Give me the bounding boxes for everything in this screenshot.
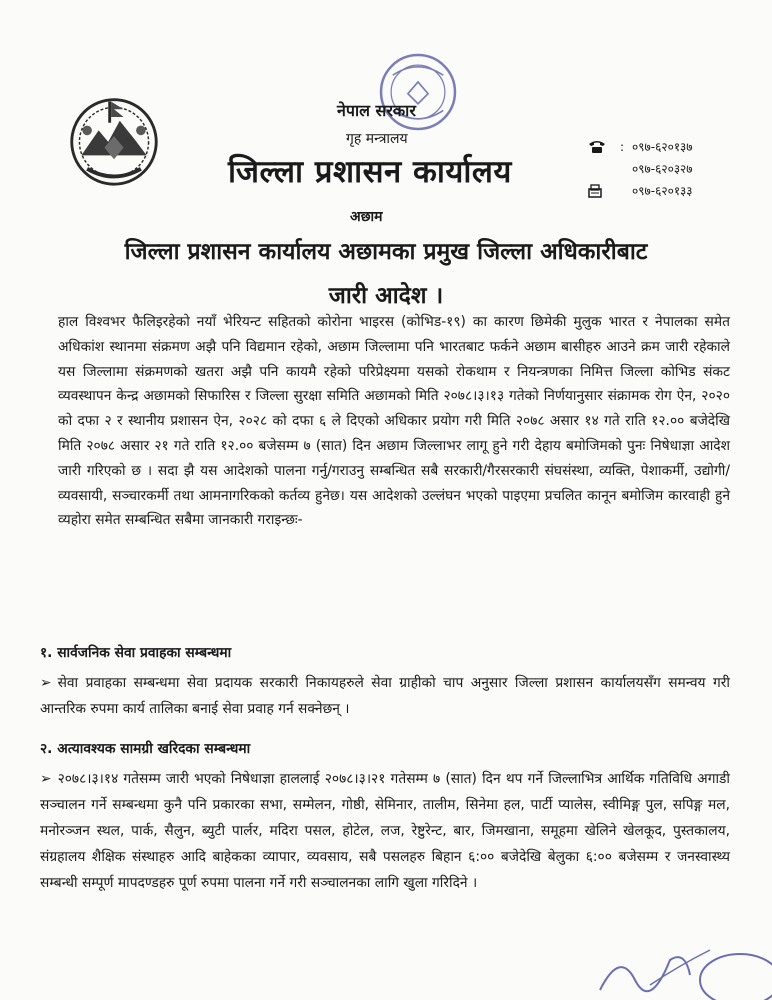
section-1-paragraph: [40, 670, 730, 722]
phone-row-2: [588, 158, 758, 180]
intro-paragraph: हाल विश्वभर फैलिइरहेको नयाँ भेरियन्ट सहितको कोरोना भाइरस (कोभिड-१९) का कारण छिमेकी मुलुक भारत र नेपालका समेत अधिकांश स्थानमा संक्रमण अझै पनि विद्यमान रहेको, अछाम जिल्लामा पनि भारतबाट फर्कने अछाम बासीहरु आउने क्रम जारी रहेकाले यस जिल्लामा संक्रमणको खतरा अझै पनि कायमै रहेको परिप्रेक्ष्यमा यसको रोकथाम र नियन्त्रणका निमित्त जिल्ला कोभिड संकट व्यवस्थापन केन्द्र अछामको सिफारिस र जिल्ला सुरक्षा समिति अछामको मिति २०७८।३।१३ गतेको निर्णयानुसार संक्रामक रोग ऐन, २०२० को दफा २ र स्थानीय प्रशासन ऐन, २०२८ को दफा ६ ले दिएको अधिकार प्रयोग गरी मिति २०७८ असार १४ गते राति १२.०० बजेदेखि मिति २०७८ असार २१ गते राति १२.०० बजेसम्म ७ (सात) दिन अछाम जिल्लाभर लागू हुने गरी देहाय बमोजिमको पुनः निषेधाज्ञा आदेश जारी गरिएको छ । सदा झै यस आदेशको पालना गर्नु/गराउनु सम्बन्धित सबै सरकारी/गैरसरकारी संघसंस्था, व्यक्ति, पेशाकर्मी, उद्योगी/व्यवसायी, सञ्चारकर्मी तथा आमनागरिकको कर्तव्य हुनेछ। यस आदेशको उल्लंघन भएको पाइएमा प्रचलित कानून बमोजिम कारवाही हुने व्यहोरा समेत सम्बन्धित सबैमा जानकारी गराइन्छः-: [58, 314, 730, 529]
telephone-icon: [588, 140, 620, 154]
arrow-bullet-icon: ➢: [40, 675, 52, 691]
phone-number-1: ०९७-६२०१३७: [632, 140, 693, 154]
section-heading-2: २. अत्यावश्यक सामग्री खरिदका सम्बन्धमा: [40, 741, 251, 757]
document-subtitle: जारी आदेश ।: [328, 283, 444, 309]
district-name: अछाम: [350, 209, 383, 225]
fax-row: [588, 180, 758, 202]
signature-stamp: [590, 930, 772, 1000]
office-name: जिल्ला प्रशासन कार्यालय: [228, 154, 512, 190]
phone-row-1: [588, 136, 758, 158]
fax-number: ०९७-६२०१३३: [632, 184, 693, 198]
section-heading-1: १. सार्वजनिक सेवा प्रवाहका सम्बन्धमा: [40, 645, 232, 661]
government-name: नेपाल सरकार: [337, 101, 416, 120]
phone-number-2: ०९७-६२०३२७: [632, 162, 693, 176]
section-2-text: २०७८।३।१४ गतेसम्म जारी भएको निषेधाज्ञा हाललाई २०७८।३।२१ गतेसम्म ७ (सात) दिन थप गर्ने जिल्लाभित्र आर्थिक गतिविधि अगाडी सञ्चालन गर्ने सम्बन्धमा कुनै पनि प्रकारका सभा, सम्मेलन, गोष्ठी, सेमिनार, तालीम, सिनेमा हल, पार्टी प्यालेस, स्वीमिङ्ग पुल, सपिङ्ग मल, मनोरञ्जन स्थल, पार्क, सैलुन, ब्युटी पार्लर, मदिरा पसल, होटेल, लज, रेष्टुरेन्ट, बार, जिमखाना, समूहमा खेलिने खेलकूद, पुस्तकालय, संग्रहालय शैक्षिक संस्थाहरु आदि बाहेकका व्यापार, व्यवसाय, सबै पसलहरु बिहान ६:०० बजेदेखि बेलुका ६:०० बजेसम्म र जनस्वास्थ्य सम्बन्धी सम्पूर्ण मापदण्डहरु पूर्ण रुपमा पालना गर्ने गरी सञ्चालनका लागि खुला गरिदिने ।: [40, 771, 730, 891]
office-seal-stamp: [376, 50, 460, 134]
section-2-paragraph: [40, 766, 730, 896]
phone-prefix: :: [620, 140, 625, 154]
contact-block: [588, 136, 758, 202]
ministry-name: गृह मन्त्रालय: [346, 131, 408, 147]
arrow-bullet-icon: ➢: [40, 771, 52, 787]
section-1-text: सेवा प्रवाहका सम्बन्धमा सेवा प्रदायक सरकारी निकायहरुले सेवा ग्राहीको चाप अनुसार जिल्ला प्रशासन कार्यालयसँग समन्वय गरी आन्तरिक रुपमा कार्य तालिका बनाई सेवा प्रवाह गर्न सक्नेछन् ।: [40, 675, 730, 717]
fax-icon: [588, 184, 620, 198]
nepal-emblem-icon: [66, 92, 162, 188]
document-title: जिल्ला प्रशासन कार्यालय अछामका प्रमुख जिल्ला अधिकारीबाट: [124, 239, 648, 265]
